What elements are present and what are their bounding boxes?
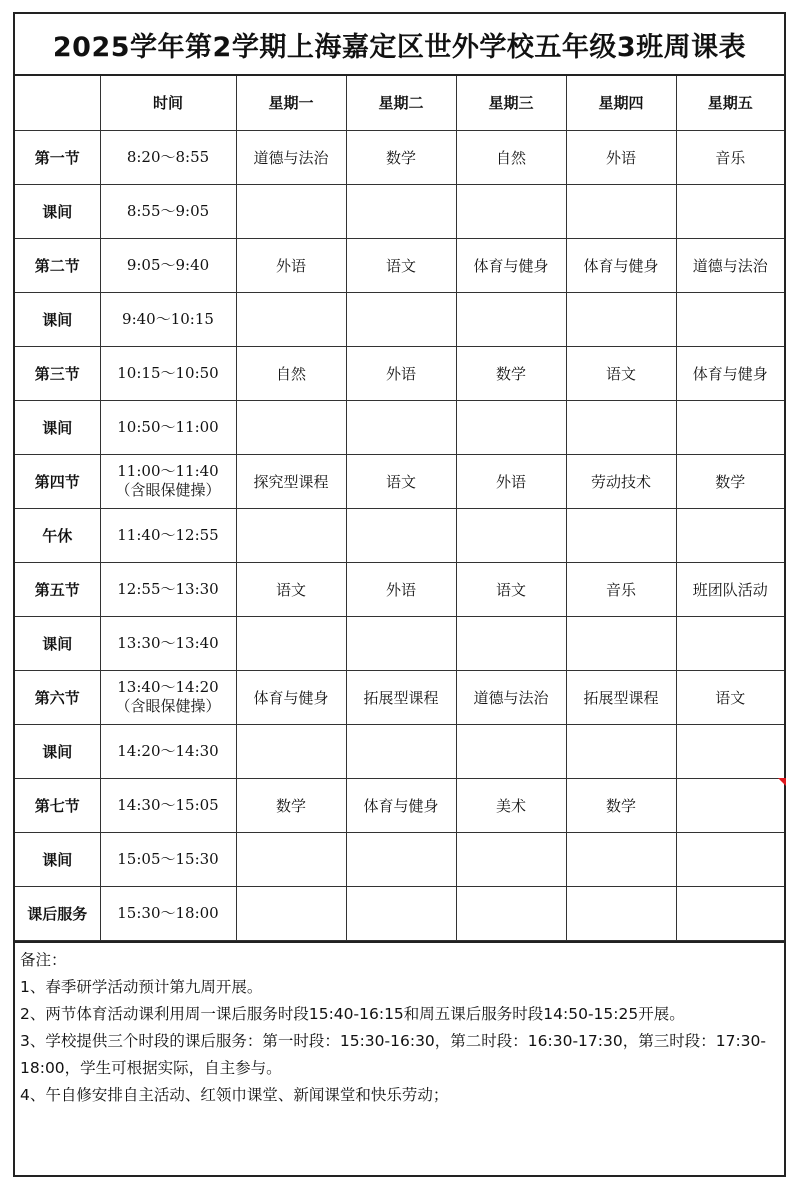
subject-cell: 数学 <box>676 454 784 508</box>
subject-cell <box>676 292 784 346</box>
subject-cell: 美术 <box>456 778 566 832</box>
period-label: 第三节 <box>15 346 100 400</box>
subject-cell: 外语 <box>456 454 566 508</box>
subject-cell <box>236 832 346 886</box>
table-row <box>15 886 784 940</box>
subject-cell <box>346 832 456 886</box>
time-cell <box>100 886 236 940</box>
subject-cell <box>566 400 676 454</box>
period-label: 课间 <box>15 616 100 670</box>
time-note: （含眼保健操） <box>115 481 221 499</box>
subject-cell: 语文 <box>456 562 566 616</box>
subject-cell <box>456 832 566 886</box>
time-range: 11:40～12:55 <box>117 525 219 544</box>
time-cell <box>100 400 236 454</box>
subject-cell: 班团队活动 <box>676 562 784 616</box>
subject-cell <box>346 616 456 670</box>
header-row <box>15 76 784 130</box>
subject-cell: 数学 <box>346 130 456 184</box>
time-range: 10:15～10:50 <box>117 363 219 382</box>
subject-cell <box>346 400 456 454</box>
subject-cell <box>456 400 566 454</box>
period-label: 第五节 <box>15 562 100 616</box>
subject-cell <box>456 886 566 940</box>
subject-cell: 劳动技术 <box>566 454 676 508</box>
subject-cell: 语文 <box>676 670 784 724</box>
period-label: 午休 <box>15 508 100 562</box>
period-label: 第四节 <box>15 454 100 508</box>
period-label: 第六节 <box>15 670 100 724</box>
timetable-sheet <box>13 12 786 1177</box>
period-label: 第一节 <box>15 130 100 184</box>
time-cell <box>100 562 236 616</box>
period-label: 课间 <box>15 292 100 346</box>
table-row <box>15 724 784 778</box>
time-range: 9:05～9:40 <box>126 255 210 274</box>
subject-cell <box>676 778 784 832</box>
corner-cell <box>15 76 100 130</box>
subject-cell <box>676 508 784 562</box>
time-cell <box>100 454 236 508</box>
subject-cell: 音乐 <box>566 562 676 616</box>
subject-cell: 外语 <box>566 130 676 184</box>
subject-cell: 道德与法治 <box>456 670 566 724</box>
subject-cell <box>566 832 676 886</box>
time-note: （含眼保健操） <box>115 697 221 715</box>
subject-cell <box>566 886 676 940</box>
subject-cell <box>346 724 456 778</box>
subject-cell <box>676 886 784 940</box>
time-range: 10:50～11:00 <box>117 417 219 436</box>
subject-cell: 自然 <box>236 346 346 400</box>
subject-cell: 语文 <box>566 346 676 400</box>
note-item: 3、学校提供三个时段的课后服务：第一时段：15:30-16:30，第二时段：16:30-17:30，第三时段：17:30-18:00，学生可根据实际，自主参与。 <box>20 1031 766 1077</box>
time-range: 8:55～9:05 <box>126 201 210 220</box>
subject-cell <box>236 508 346 562</box>
subject-cell <box>236 616 346 670</box>
period-label: 第七节 <box>15 778 100 832</box>
period-label: 课间 <box>15 724 100 778</box>
table-row <box>15 454 784 508</box>
subject-cell: 体育与健身 <box>456 238 566 292</box>
time-cell <box>100 130 236 184</box>
table-row <box>15 238 784 292</box>
table-row <box>15 400 784 454</box>
time-cell <box>100 238 236 292</box>
time-range: 12:55～13:30 <box>117 579 219 598</box>
time-cell <box>100 832 236 886</box>
table-row <box>15 778 784 832</box>
period-label: 课间 <box>15 832 100 886</box>
time-cell <box>100 508 236 562</box>
table-row <box>15 292 784 346</box>
day-header-fri: 星期五 <box>676 76 784 130</box>
period-label: 课间 <box>15 184 100 238</box>
time-header: 时间 <box>100 76 236 130</box>
subject-cell <box>236 292 346 346</box>
subject-cell: 数学 <box>566 778 676 832</box>
comment-marker-icon <box>778 778 786 786</box>
subject-cell <box>456 292 566 346</box>
time-cell <box>100 670 236 724</box>
subject-cell: 自然 <box>456 130 566 184</box>
time-range: 9:40～10:15 <box>122 309 214 328</box>
page-title: 2025学年第2学期上海嘉定区世外学校五年级3班周课表 <box>15 14 784 76</box>
subject-cell: 体育与健身 <box>676 346 784 400</box>
subject-cell: 语文 <box>346 238 456 292</box>
notes-section <box>15 941 784 1109</box>
time-range: 11:00～11:40 <box>117 462 219 480</box>
subject-cell <box>566 292 676 346</box>
subject-cell <box>236 184 346 238</box>
subject-cell: 拓展型课程 <box>566 670 676 724</box>
subject-cell <box>676 400 784 454</box>
time-cell <box>100 616 236 670</box>
time-range: 14:30～15:05 <box>117 795 219 814</box>
subject-cell <box>566 724 676 778</box>
period-label: 课后服务 <box>15 886 100 940</box>
table-row <box>15 562 784 616</box>
day-header-thu: 星期四 <box>566 76 676 130</box>
subject-cell: 体育与健身 <box>236 670 346 724</box>
day-header-tue: 星期二 <box>346 76 456 130</box>
time-cell <box>100 724 236 778</box>
subject-cell: 外语 <box>346 346 456 400</box>
subject-cell <box>346 292 456 346</box>
time-cell <box>100 778 236 832</box>
time-range: 13:30～13:40 <box>117 633 219 652</box>
notes-heading: 备注： <box>20 950 67 969</box>
note-item: 1、春季研学活动预计第九周开展。 <box>20 977 263 996</box>
table-row <box>15 616 784 670</box>
subject-cell <box>566 616 676 670</box>
subject-cell <box>566 184 676 238</box>
subject-cell <box>456 616 566 670</box>
subject-cell <box>456 508 566 562</box>
subject-cell <box>236 724 346 778</box>
subject-cell: 道德与法治 <box>676 238 784 292</box>
table-row <box>15 130 784 184</box>
note-item: 2、两节体育活动课利用周一课后服务时段15:40-16:15和周五课后服务时段14:50-15:25开展。 <box>20 1004 685 1023</box>
subject-cell <box>346 508 456 562</box>
time-range: 14:20～14:30 <box>117 741 219 760</box>
subject-cell: 音乐 <box>676 130 784 184</box>
time-cell <box>100 292 236 346</box>
subject-cell: 道德与法治 <box>236 130 346 184</box>
time-range: 15:30～18:00 <box>117 903 219 922</box>
period-label: 课间 <box>15 400 100 454</box>
day-header-mon: 星期一 <box>236 76 346 130</box>
time-range: 8:20～8:55 <box>126 147 210 166</box>
schedule-table <box>15 76 784 941</box>
subject-cell <box>676 616 784 670</box>
table-row <box>15 670 784 724</box>
subject-cell <box>236 400 346 454</box>
subject-cell: 语文 <box>346 454 456 508</box>
subject-cell <box>456 724 566 778</box>
subject-cell: 数学 <box>236 778 346 832</box>
subject-cell: 探究型课程 <box>236 454 346 508</box>
subject-cell: 语文 <box>236 562 346 616</box>
table-row <box>15 184 784 238</box>
period-label: 第二节 <box>15 238 100 292</box>
note-item: 4、午自修安排自主活动、红领巾课堂、新闻课堂和快乐劳动； <box>20 1085 449 1104</box>
day-header-wed: 星期三 <box>456 76 566 130</box>
subject-cell: 体育与健身 <box>566 238 676 292</box>
time-range: 13:40～14:20 <box>117 678 219 696</box>
time-cell <box>100 184 236 238</box>
time-range: 15:05～15:30 <box>117 849 219 868</box>
subject-cell: 数学 <box>456 346 566 400</box>
subject-cell: 拓展型课程 <box>346 670 456 724</box>
subject-cell <box>676 832 784 886</box>
subject-cell: 体育与健身 <box>346 778 456 832</box>
table-row <box>15 832 784 886</box>
subject-cell <box>566 508 676 562</box>
subject-cell <box>676 184 784 238</box>
subject-cell <box>676 724 784 778</box>
subject-cell <box>346 184 456 238</box>
time-cell <box>100 346 236 400</box>
subject-cell <box>236 886 346 940</box>
subject-cell <box>346 886 456 940</box>
subject-cell: 外语 <box>236 238 346 292</box>
subject-cell <box>456 184 566 238</box>
table-row <box>15 508 784 562</box>
table-row <box>15 346 784 400</box>
subject-cell: 外语 <box>346 562 456 616</box>
